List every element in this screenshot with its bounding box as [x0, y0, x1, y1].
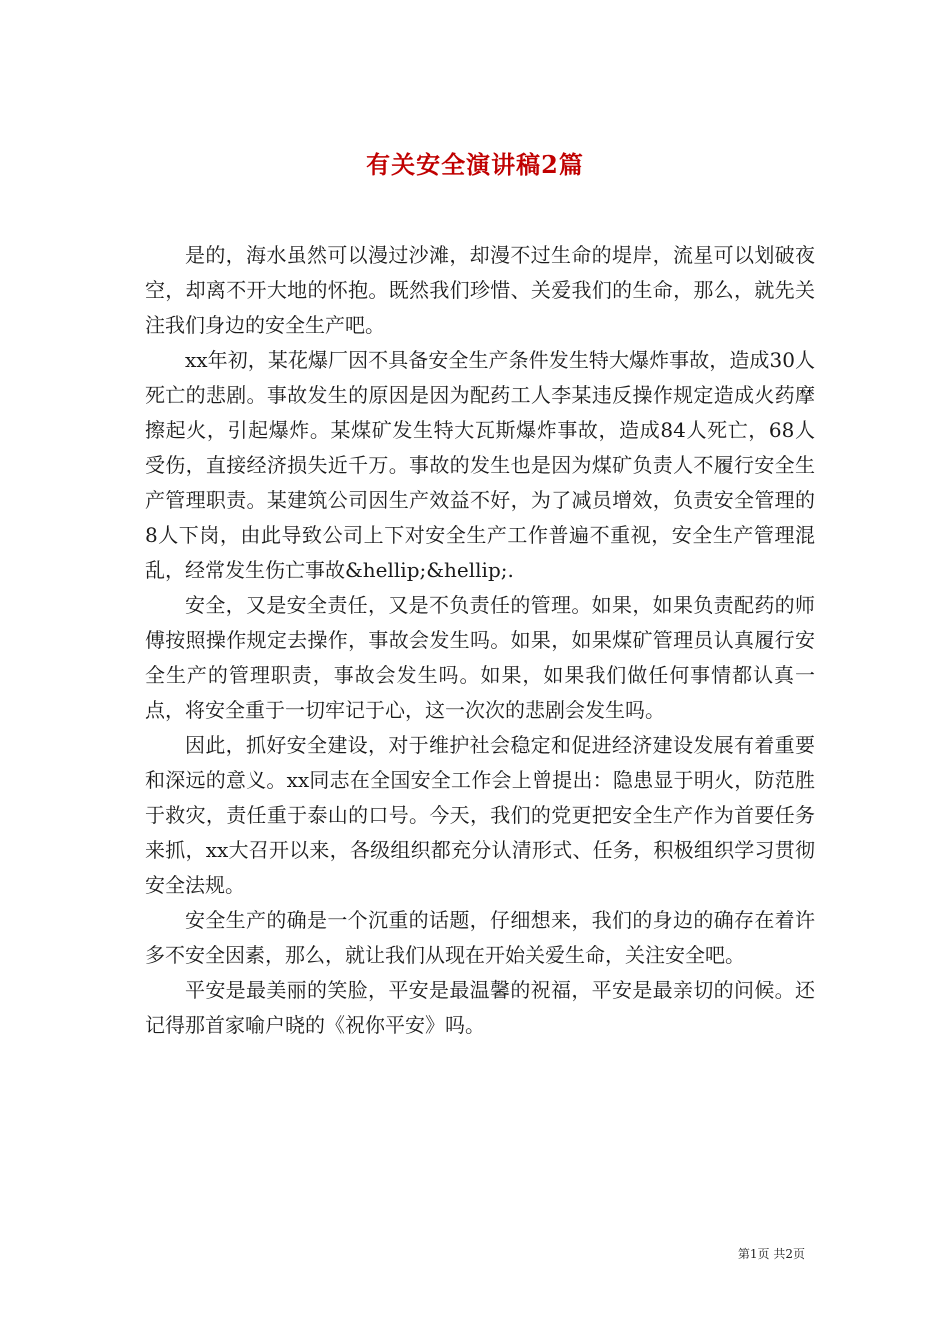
paragraph-5: 安全生产的确是一个沉重的话题，仔细想来，我们的身边的确存在着许多不安全因素，那么，就让我们从现在开始关爱生命，关注安全吧。 [145, 908, 815, 967]
paragraph-1: 是的，海水虽然可以漫过沙滩，却漫不过生命的堤岸，流星可以划破夜空，却离不开大地的怀抱。既然我们珍惜、关爱我们的生命，那么，就先关注我们身边的安全生产吧。 [145, 243, 815, 337]
paragraph-2: xx年初，某花爆厂因不具备安全生产条件发生特大爆炸事故，造成30人死亡的悲剧。事故发生的原因是因为配药工人李某违反操作规定造成火药摩擦起火，引起爆炸。某煤矿发生特大瓦斯爆炸事故，造成84人死亡，68人受伤，直接经济损失近千万。事故的发生也是因为煤矿负责人不履行安全生产管理职责。某建筑公司因生产效益不好，为了减员增效，负责安全管理的8人下岗，由此导致公司上下对安全生产工作普遍不重视，安全生产管理混乱，经常发生伤亡事故&hellip;&hellip;. [145, 348, 815, 582]
paragraph-6: 平安是最美丽的笑脸，平安是最温馨的祝福，平安是最亲切的问候。还记得那首家喻户晓的《祝你平安》吗。 [145, 978, 815, 1037]
paragraph-4: 因此，抓好安全建设，对于维护社会稳定和促进经济建设发展有着重要和深远的意义。xx同志在全国安全工作会上曾提出：隐患显于明火，防范胜于救灾，责任重于泰山的口号。今天，我们的党更把安全生产作为首要任务来抓，xx大召开以来，各级组织都充分认清形式、任务，积极组织学习贯彻安全法规。 [145, 733, 815, 897]
paragraph-3: 安全，又是安全责任，又是不负责任的管理。如果，如果负责配药的师傅按照操作规定去操作，事故会发生吗。如果，如果煤矿管理员认真履行安全生产的管理职责，事故会发生吗。如果，如果我们做任何事情都认真一点，将安全重于一切牢记于心，这一次次的悲剧会发生吗。 [145, 593, 815, 722]
page-number-footer: 第1页 共2页 [737, 1247, 805, 1261]
document-body [145, 238, 815, 1043]
document-title: 有关安全演讲稿2篇 [366, 150, 584, 180]
